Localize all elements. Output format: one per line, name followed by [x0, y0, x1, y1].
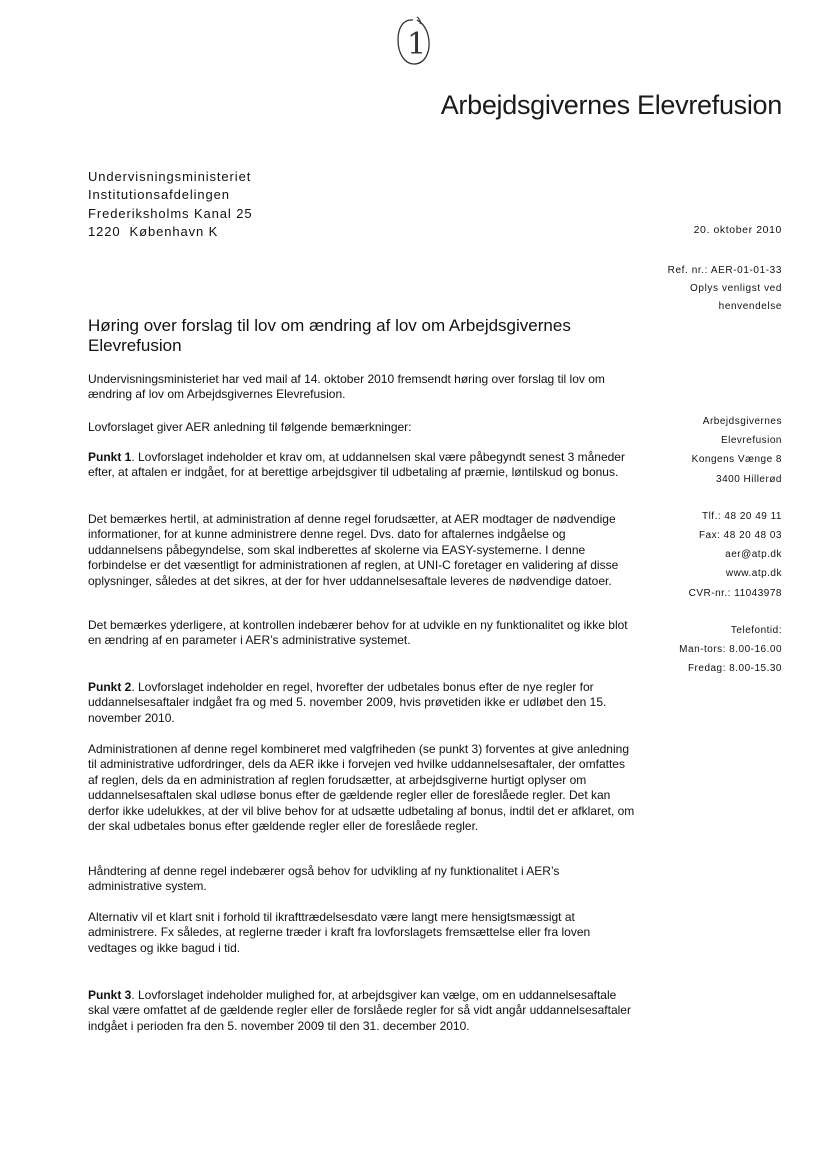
reference-number: Ref. nr.: AER-01-01-33 [667, 265, 782, 276]
recipient-line: Frederiksholms Kanal 25 [88, 205, 253, 221]
sender-contact-block [600, 412, 782, 678]
handwritten-page-number [393, 14, 433, 70]
page-mark-digit: 1 [407, 27, 427, 62]
sender-name: Elevrefusion [720, 435, 782, 447]
recipient-line: 1220 København K [88, 223, 219, 239]
punkt-1-label: Punkt 1 [88, 450, 132, 464]
punkt-3-label: Punkt 3 [88, 988, 132, 1002]
sender-fax: Fax: 48 20 48 03 [698, 530, 782, 542]
paragraph-punkt-2 [88, 680, 636, 726]
paragraph-punkt-2-alternative: Alternativ vil et klart snit i forhold til ikrafttrædelsesdato være langt mere hensigtsmæssigt at administrere. Fx således, at reglerne træder i kraft fra lovforslagets fremsættelse eller fra loven vedtages og ikke bagud i tid. [88, 910, 591, 955]
paragraph-punkt-3 [88, 988, 636, 1034]
phone-hours-title: Telefontid: [730, 624, 782, 636]
paragraph-intro: Undervisningsministeriet har ved mail af 14. oktober 2010 fremsendt høring over forslag til lov om ændring af lov om Arbejdsgivernes Elevrefusion. [88, 372, 605, 402]
phone-hours-friday: Fredag: 8.00-15.30 [687, 663, 782, 675]
paragraph-punkt-1-control: Det bemærkes yderligere, at kontrollen indebærer behov for at udvikle en ny funktionalitet og ikke blot en ændring af en parameter i AER’s administrative systemet. [88, 618, 628, 648]
reference-note: Oplys venligst ved [690, 283, 782, 294]
reference-note: henvendelse [718, 301, 782, 312]
letter-date: 20. oktober 2010 [693, 224, 782, 236]
recipient-line: Institutionsafdelingen [88, 187, 230, 203]
sender-name: Arbejdsgivernes [702, 416, 782, 427]
sender-website: www.atp.dk [725, 568, 782, 580]
sender-street: Kongens Vænge 8 [691, 454, 782, 466]
recipient-address [88, 168, 253, 241]
reference-block [580, 262, 782, 316]
paragraph-remarks-intro: Lovforslaget giver AER anledning til følgende bemærkninger: [88, 420, 412, 434]
paragraph-punkt-2-administration: Administrationen af denne regel kombineret med valgfriheden (se punkt 3) forventes at give anledning til administrative udfordringer, dels da AER ikke i forvejen ved hvilke uddannelsesaftaler, der omfattes af reglen, dels da en administration af reglen forudsætter, at arbejdsgiverne hurtigt oplyser om uddannelsesaftalen skal udløse bonus efter de gældende regler eller de foreslåede regler. Det kan derfor ikke udelukkes, at der vil blive behov for at udsætte udbetaling af bonus, indtil det er afklaret, om der skal udbetales bonus efter gældende regler eller de foreslåede regler. [88, 742, 635, 834]
paragraph-punkt-2-handling: Håndtering af denne regel indebærer også behov for udvikling af ny funktionalitet i AER’s administrative system. [88, 864, 560, 894]
organization-title: Arbejdsgivernes Elevrefusion [440, 90, 782, 120]
sender-cvr: CVR-nr.: 11043978 [688, 587, 782, 599]
sender-phone: Tlf.: 48 20 49 11 [701, 510, 782, 522]
punkt-1-text: . Lovforslaget indeholder et krav om, at uddannelsen skal være påbegyndt senest 3 måneder efter, at aftalen er indgået, for at berettige arbejdsgiver til udbetaling af præmie, løntilskud og bonus. [88, 450, 625, 480]
punkt-2-label: Punkt 2 [88, 680, 132, 694]
letter-subject: Høring over forslag til lov om ændring af lov om Arbejdsgivernes Elevrefusion [88, 316, 571, 355]
punkt-3-text: . Lovforslaget indeholder mulighed for, at arbejdsgiver kan vælge, om en uddannelsesaftale skal være omfattet af de gældende regler eller de forslåede regler for så vidt angår uddannelsesaftaler indgået i perioden fra den 5. november 2009 til den 31. december 2010. [88, 988, 631, 1033]
recipient-line: Undervisningsministeriet [88, 169, 252, 184]
sender-email: aer@atp.dk [725, 549, 782, 561]
phone-hours-weekdays: Man-tors: 8.00-16.00 [679, 644, 782, 656]
paragraph-punkt-1 [88, 450, 636, 481]
sender-city: 3400 Hillerød [716, 473, 782, 485]
paragraph-punkt-1-comment: Det bemærkes hertil, at administration af denne regel forudsætter, at AER modtager de nødvendige informationer, for at kunne administrere denne regel. Dvs. dato for aftalernes indgåelse og uddannelsens påbegyndelse, som skal indberettes af skolerne via EASY-systemerne. I denne forbindelse er det væsentligt for administrationen af reglen, at UNI-C foretager en validering af disse oplysninger, således at det sikres, at der for hver uddannelsesaftale leveres de nødvendige datoer. [88, 512, 619, 588]
punkt-2-text: . Lovforslaget indeholder en regel, hvorefter der udbetales bonus efter de nye regler for uddannelsesaftaler indgået fra og med 5. november 2009, hvis prøvetiden ikke er udløbet den 15. november 2010. [88, 680, 607, 725]
